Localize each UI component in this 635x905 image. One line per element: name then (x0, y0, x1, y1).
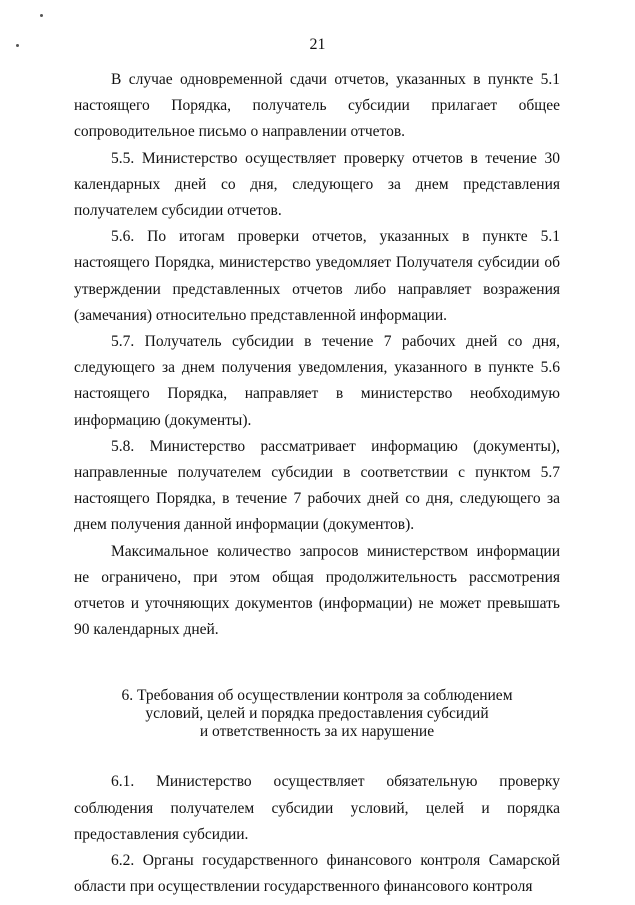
paragraph: 5.6. По итогам проверки отчетов, указанных в пункте 5.1 настоящего Порядка, министерство уведомляет Получателя субсидии об утверждении представленных отчетов либо направляет возражения (замечания) относительно представленной информации. (74, 228, 560, 324)
section-heading-line: и ответственность за их нарушение (199, 723, 435, 741)
section-heading (74, 687, 560, 741)
paragraph: 5.5. Министерство осуществляет проверку отчетов в течение 30 календарных дней со дня, следующего за днем представления получателем субсидии отчетов. (74, 149, 560, 220)
paragraph: 6.2. Органы государственного финансового контроля Самарской области при осуществлении государственного финансового контроля (74, 852, 560, 896)
page-number: 21 (309, 36, 326, 53)
paragraph: 5.7. Получатель субсидии в течение 7 рабочих дней со дня, следующего за днем получения уведомления, указанного в пункте 5.6 настоящего Порядка, направляет в министерство необходимую информацию (документы). (74, 333, 560, 429)
section-heading-line: условий, целей и порядка предоставления субсидий (145, 705, 489, 723)
paragraph: В случае одновременной сдачи отчетов, указанных в пункте 5.1 настоящего Порядка, получатель субсидии прилагает общее сопроводительное письмо о направлении отчетов. (74, 71, 560, 141)
paragraph: 5.8. Министерство рассматривает информацию (документы), направленные получателем субсидии в соответствии с пунктом 5.7 настоящего Порядка, в течение 7 рабочих дней со дня, следующего за днем получения данной информации (документов). (74, 437, 560, 534)
document-body (74, 67, 560, 900)
section-heading-line: 6. Требования об осуществлении контроля за соблюдением (121, 687, 513, 705)
scan-speck (40, 14, 43, 17)
paragraph: Максимальное количество запросов министерством информации не ограничено, при этом общая продолжительность рассмотрения отчетов и уточняющих документов (информации) не может превышать 90 календарных дней. (74, 542, 560, 639)
paragraph: 6.1. Министерство осуществляет обязательную проверку соблюдения получателем субсидии условий, целей и порядка предоставления субсидии. (74, 773, 560, 843)
